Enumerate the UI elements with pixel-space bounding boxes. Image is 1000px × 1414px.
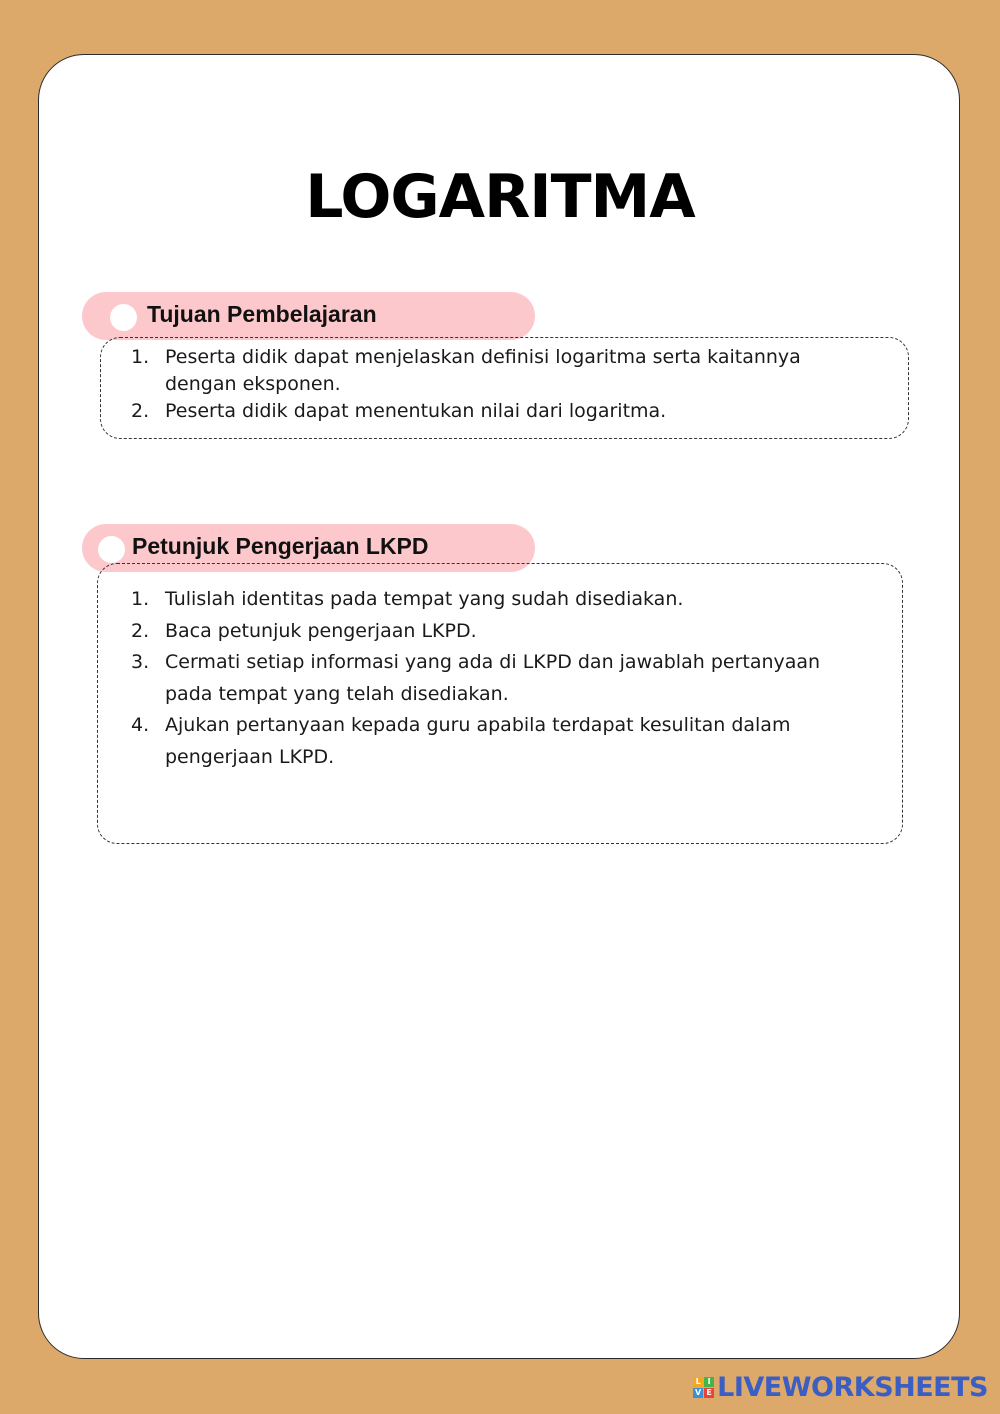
list-item: 1. Peserta didik dapat menjelaskan definisi logaritma serta kaitannya dengan eksponen. [131, 346, 801, 395]
list-item: 4. Ajukan pertanyaan kepada guru apabila terdapat kesulitan dalam pengerjaan LKPD. [131, 714, 791, 768]
section-heading: Petunjuk Pengerjaan LKPD [132, 533, 429, 559]
bullet-dot-icon [110, 304, 137, 331]
list-item: 3. Cermati setiap informasi yang ada di LKPD dan jawablah pertanyaan pada tempat yang telah disediakan. [131, 651, 821, 705]
list-item: 2. Baca petunjuk pengerjaan LKPD. [131, 619, 477, 642]
logo-grid-icon: L I V E [693, 1377, 714, 1398]
section-heading: Tujuan Pembelajaran [147, 301, 377, 327]
section-header-tujuan [82, 292, 535, 340]
list-item: 1. Tulislah identitas pada tempat yang sudah disediakan. [131, 588, 684, 610]
bullet-dot-icon [98, 536, 125, 563]
brand-name: LIVEWORKSHEETS [717, 1372, 988, 1403]
instructions-list [131, 584, 863, 773]
liveworksheets-logo[interactable] [693, 1372, 988, 1403]
page-title: LOGARITMA [305, 162, 695, 232]
objectives-list [131, 344, 853, 425]
list-item: 2. Peserta didik dapat menentukan nilai dari logaritma. [131, 400, 667, 422]
